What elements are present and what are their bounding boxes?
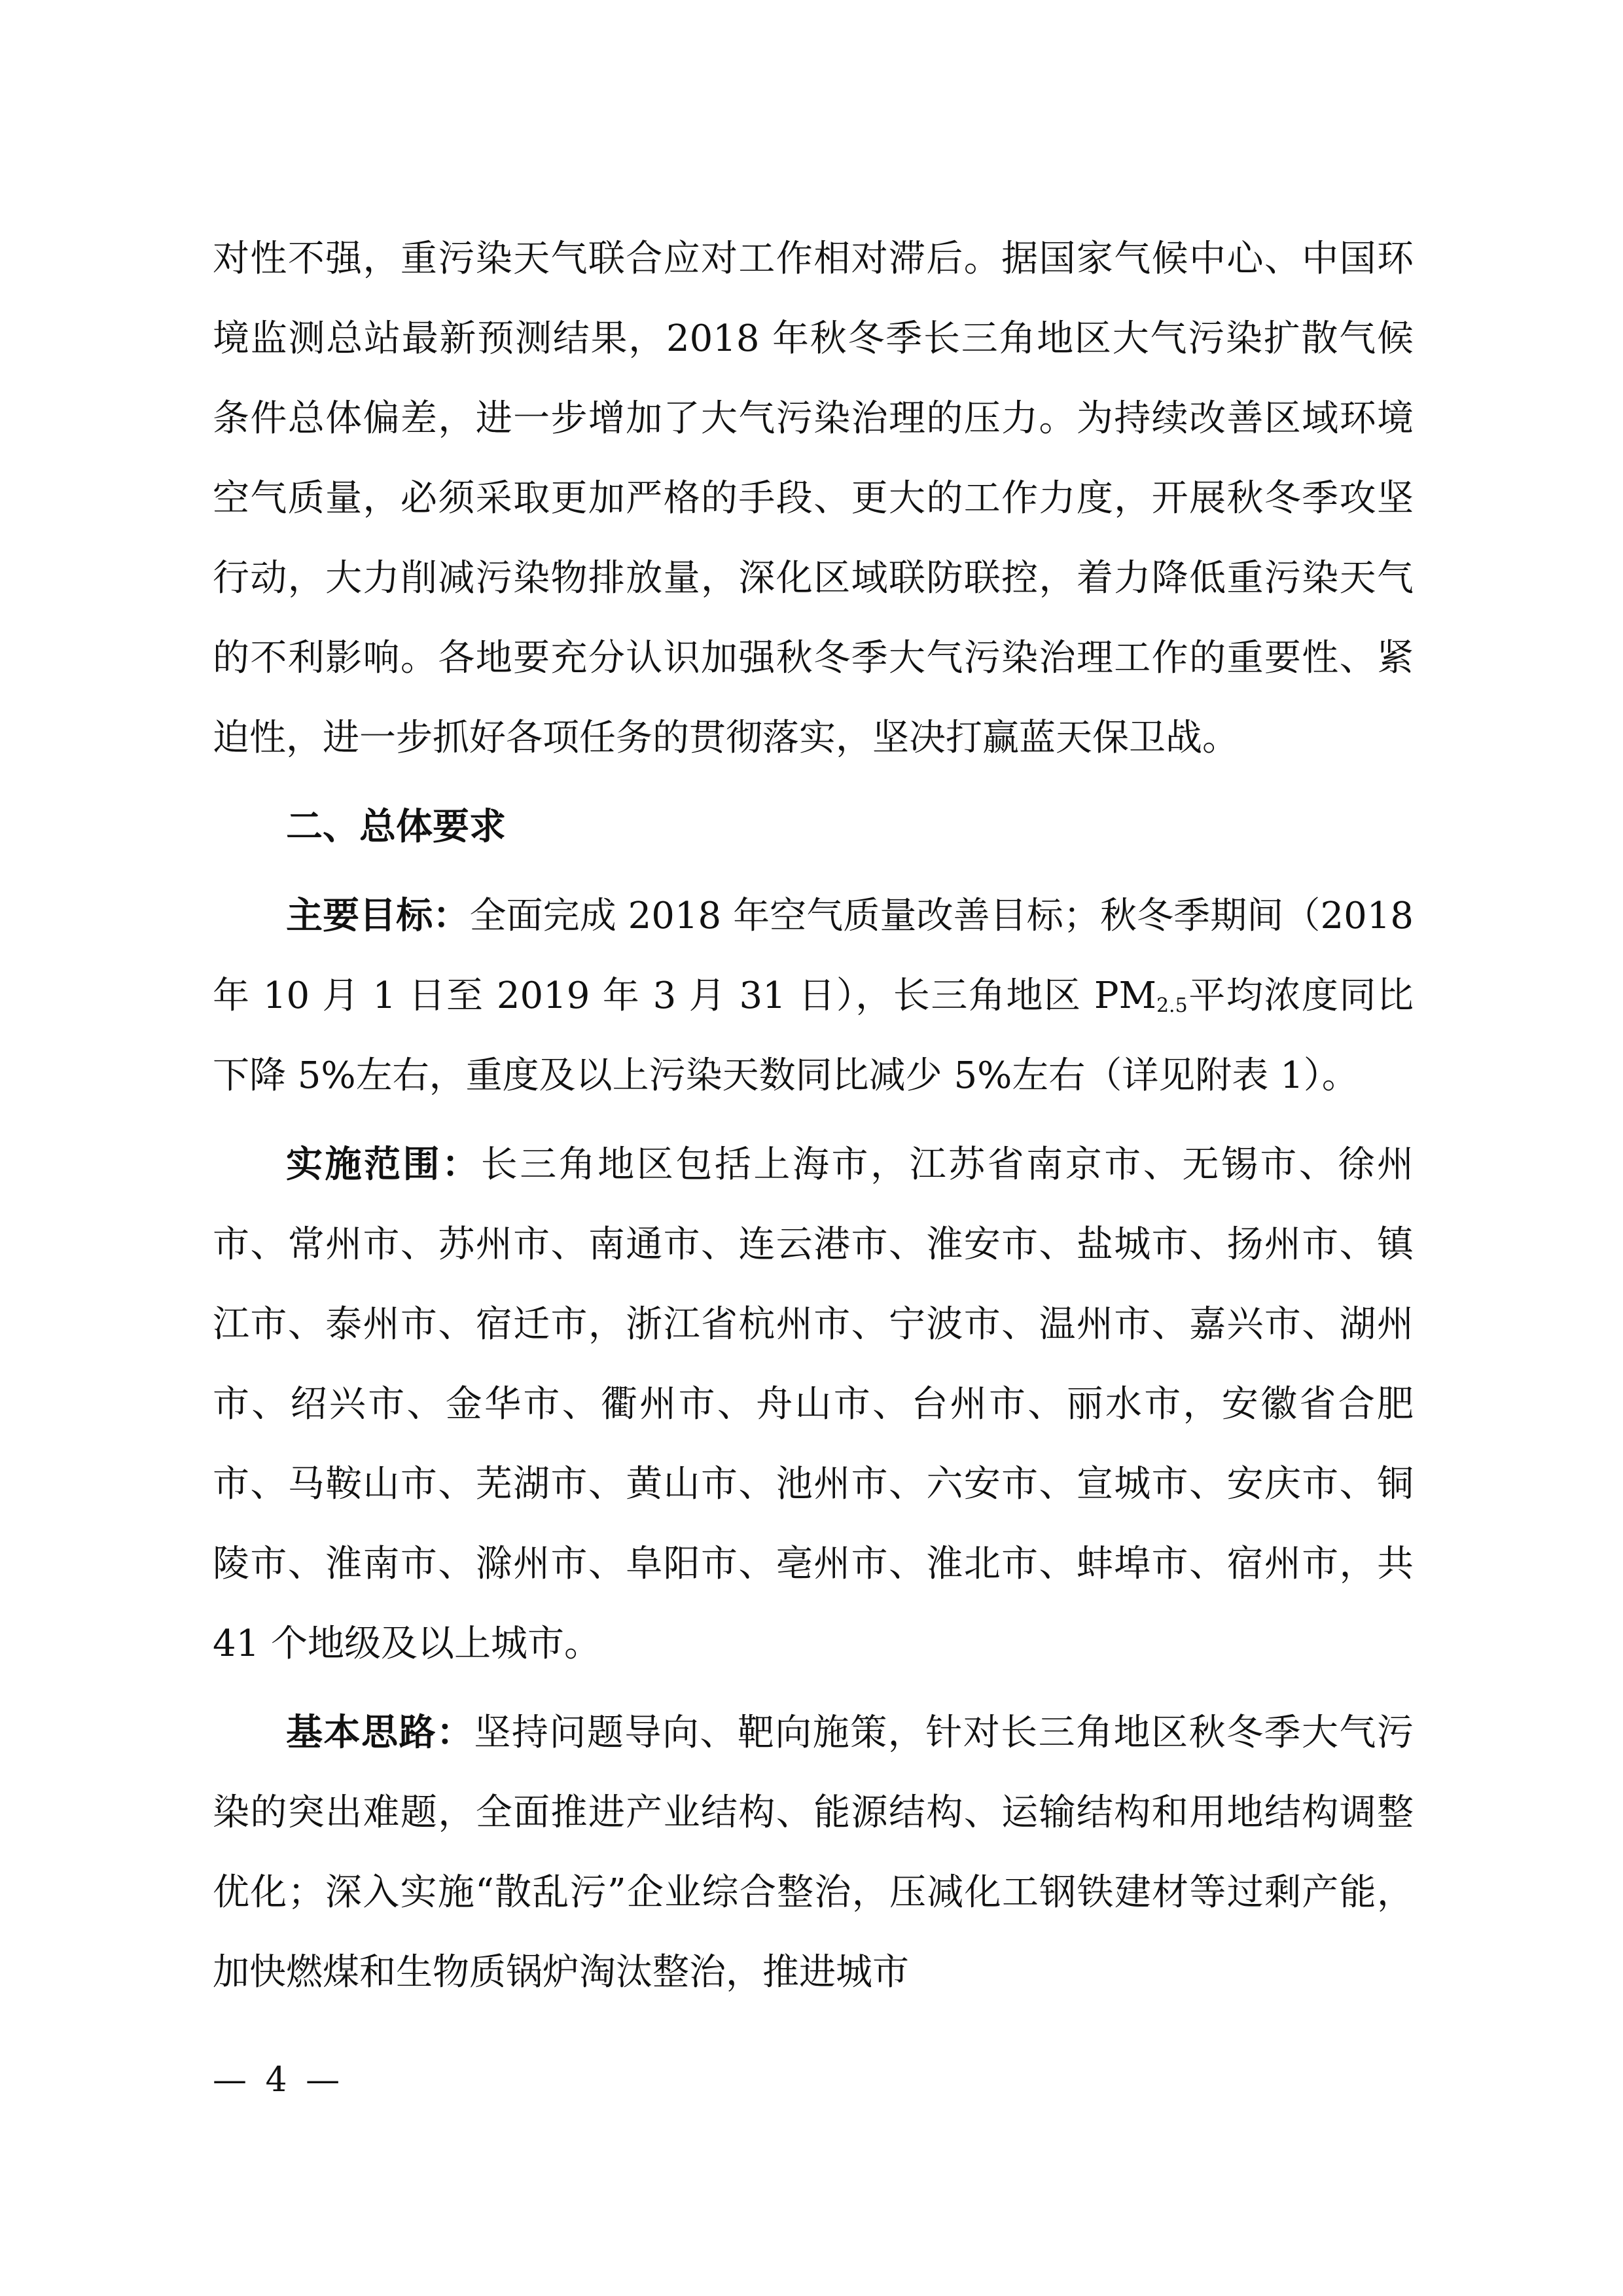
paragraph-scope [213, 1125, 1414, 1684]
document-body [213, 219, 1414, 2013]
approach-text: 坚持问题导向、靶向施策，针对长三角地区秋冬季大气污染的突出难题，全面推进产业结构、能源结构、运输结构和用地结构调整优化；深入实施“散乱污”企业综合整治，压减化工钢铁建材等过剩产能，加快燃煤和生物质锅炉淘汰整治，推进城市 [213, 1712, 1414, 1994]
pm-subscript: 2.5 [1156, 994, 1188, 1017]
spacer [213, 778, 1414, 787]
spacer [213, 1684, 1414, 1693]
approach-label: 基本思路： [286, 1712, 474, 1754]
paragraph-main-goals [213, 876, 1414, 1116]
scope-label: 实施范围： [286, 1143, 481, 1186]
main-goals-text-part1: 全面完成 2018 年空气质量改善目标；秋冬季期间（2018 年 10 月 1 日至 2019 年 3 月 31 日），长三角地区 PM [213, 895, 1414, 1017]
page-number: — 4 — [213, 2060, 344, 2100]
spacer [213, 1116, 1414, 1125]
scope-text: 长三角地区包括上海市，江苏省南京市、无锡市、徐州市、常州市、苏州市、南通市、连云港市、淮安市、盐城市、扬州市、镇江市、泰州市、宿迁市，浙江省杭州市、宁波市、温州市、嘉兴市、湖州市、绍兴市、金华市、衢州市、舟山市、台州市、丽水市，安徽省合肥市、马鞍山市、芜湖市、黄山市、池州市、六安市、宣城市、安庆市、铜陵市、淮南市、滁州市、阜阳市、亳州市、淮北市、蚌埠市、宿州市，共 41 个地级及以上城市。 [213, 1143, 1414, 1665]
paragraph-intro-continued: 对性不强，重污染天气联合应对工作相对滞后。据国家气候中心、中国环境监测总站最新预测结果，2018 年秋冬季长三角地区大气污染扩散气候条件总体偏差，进一步增加了大气污染治理的压力。为持续改善区域环境空气质量，必须采取更加严格的手段、更大的工作力度，开展秋冬季攻坚行动，大力削减污染物排放量，深化区域联防联控，着力降低重污染天气的不利影响。各地要充分认识加强秋冬季大气污染治理工作的重要性、紧迫性，进一步抓好各项任务的贯彻落实，坚决打赢蓝天保卫战。 [213, 238, 1414, 759]
paragraph-approach [213, 1693, 1414, 2013]
spacer [213, 867, 1414, 876]
main-goals-label: 主要目标： [286, 895, 470, 937]
main-goals-text-part2: 平均浓度同比下降 5%左右，重度及以上污染天数同比减少 5%左右（详见附表 1）。 [213, 975, 1414, 1097]
section-heading: 二、总体要求 [286, 806, 506, 848]
